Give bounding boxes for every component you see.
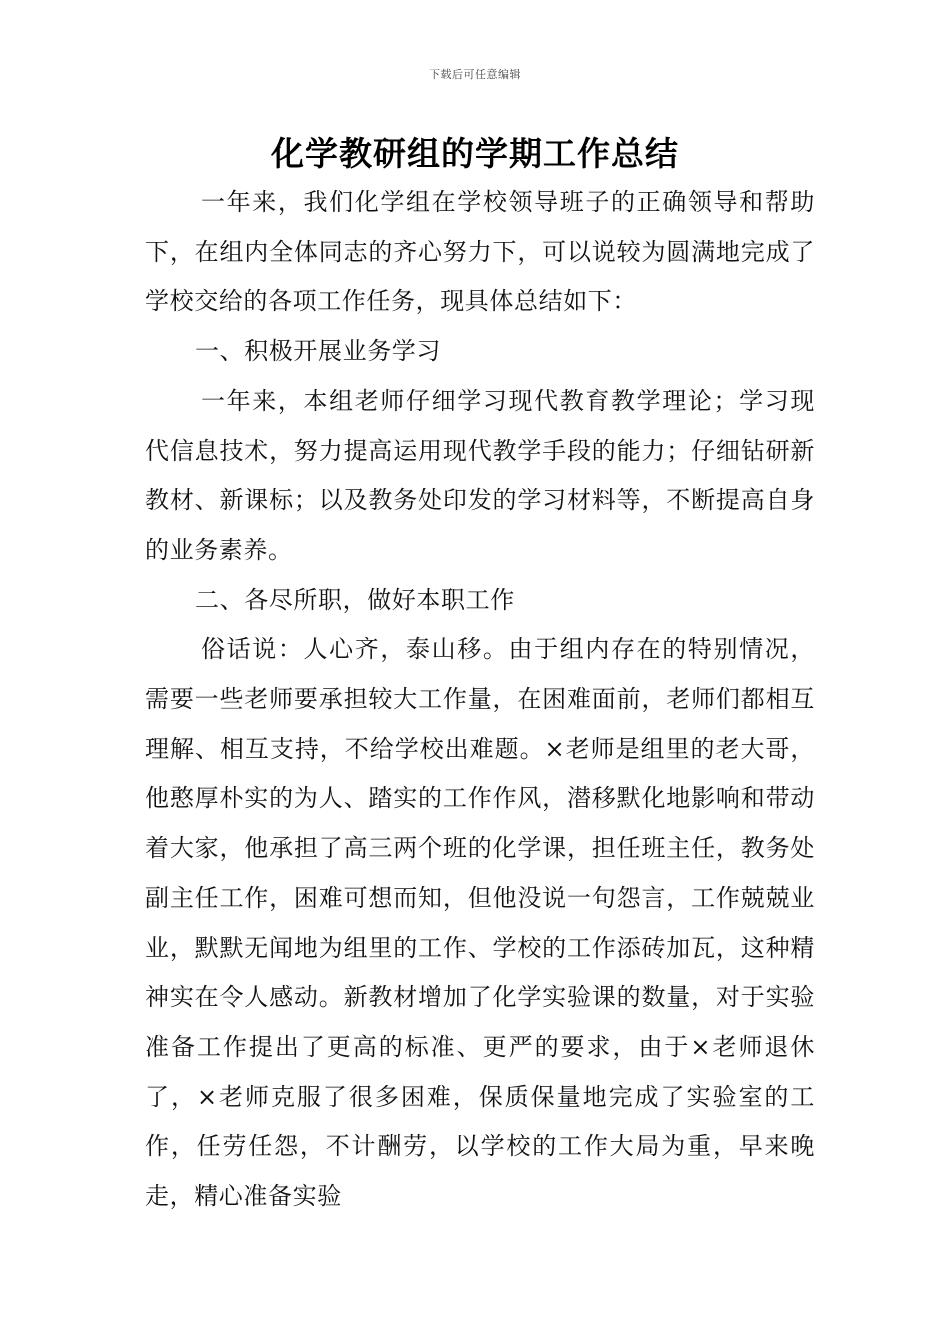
page-title: 化学教研组的学期工作总结 bbox=[271, 134, 679, 173]
section-heading-2: 二、各尽所职，做好本职工作 bbox=[195, 585, 515, 614]
section-2-paragraph: 俗话说：人心齐，泰山移。由于组内存在的特别情况，需要一些老师要承担较大工作量，在困难面前，老师们都相互理解、相互支持，不给学校出难题。×老师是组里的老大哥，他憨厚朴实的为人、踏实的工作作风，潜移默化地影响和带动着大家，他承担了高三两个班的化学课，担任班主任，教务处副主任工作，困难可想而知，但他没说一句怨言，工作兢兢业业，默默无闻地为组里的工作、学校的工作添砖加瓦，这种精神实在令人感动。新教材增加了化学实验课的数量，对于实验准备工作提出了更高的标准、更严的要求，由于×老师退休了，×老师克服了很多困难，保质保量地完成了实验室的工作，任劳任怨，不计酬劳，以学校的工作大局为重，早来晚走，精心准备实验 bbox=[145, 635, 815, 1211]
section-1-paragraph: 一年来，本组老师仔细学习现代教育教学理论；学习现代信息技术，努力提高运用现代教学手段的能力；仔细钻研新教材、新课标；以及教务处印发的学习材料等，不断提高自身的业务素养。 bbox=[145, 386, 815, 564]
intro-paragraph: 一年来，我们化学组在学校领导班子的正确领导和帮助下，在组内全体同志的齐心努力下，可以说较为圆满地完成了学校交给的各项工作任务，现具体总结如下： bbox=[145, 188, 815, 316]
section-heading-1: 一、积极开展业务学习 bbox=[195, 337, 441, 366]
header-note: 下载后可任意编辑 bbox=[429, 68, 521, 81]
document-body bbox=[145, 178, 815, 1222]
